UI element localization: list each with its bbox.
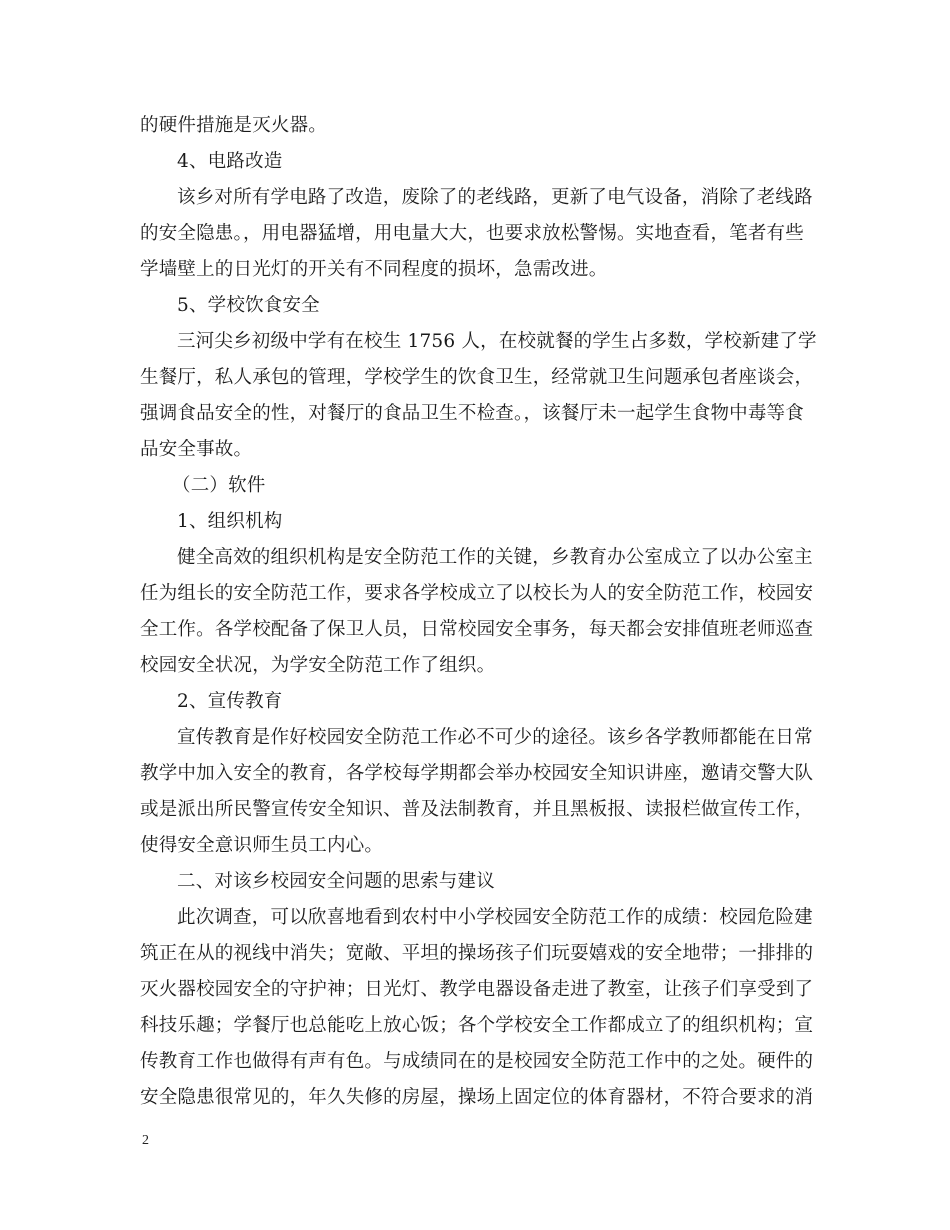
text-line: 此次调查，可以欣喜地看到农村中小学校园安全防范工作的成绩：校园危险建 [177,907,813,928]
section-heading: 1、组织机构 [177,511,283,532]
text-line: 教学中加入安全的教育，各学校每学期都会举办校园安全知识讲座，邀请交警大队 [140,763,814,784]
text-line: 宣传教育是作好校园安全防范工作必不可少的途径。该乡各学教师都能在日常 [177,727,813,748]
text-line: 品安全事故。 [140,439,253,460]
section-heading: 2、宣传教育 [177,691,283,712]
page-number: 2 [142,1133,149,1148]
section-heading: 4、电路改造 [177,151,283,172]
text-line: 传教育工作也做得有声有色。与成绩同在的是校园安全防范工作中的之处。硬件的 [140,1051,814,1072]
text-line: 校园安全状况，为学安全防范工作了组织。 [140,655,496,676]
section-heading: 5、学校饮食安全 [177,295,320,316]
text-line: 全工作。各学校配备了保卫人员，日常校园安全事务，每天都会安排值班老师巡查 [140,619,814,640]
text-line: 强调食品安全的性，对餐厅的食品卫生不检查。，该餐厅未一起学生食物中毒等食 [140,403,804,424]
text-line: 的硬件措施是灭火器。 [140,115,328,136]
text-line: 学墙壁上的日光灯的开关有不同程度的损坏，急需改进。 [140,259,608,280]
text-line: 三河尖乡初级中学有在校生 1756 人，在校就餐的学生占多数，学校新建了学 [177,331,817,352]
text-line: 使得安全意识师生员工内心。 [140,835,384,856]
text-line: 科技乐趣；学餐厅也总能吃上放心饭；各个学校安全工作都成立了的组织机构；宣 [140,1015,814,1036]
text-line: 生餐厅，私人承包的管理，学校学生的饮食卫生，经常就卫生问题承包者座谈会， [140,367,814,388]
text-line: 筑正在从的视线中消失；宽敞、平坦的操场孩子们玩耍嬉戏的安全地带；一排排的 [140,943,814,964]
text-line: 该乡对所有学电路了改造，废除了的老线路，更新了电气设备，消除了老线路 [177,187,813,208]
text-line: 任为组长的安全防范工作，要求各学校成立了以校长为人的安全防范工作，校园安 [140,583,814,604]
text-line: 灭火器校园安全的守护神；日光灯、教学电器设备走进了教室，让孩子们享受到了 [140,979,814,1000]
text-line: 安全隐患很常见的，年久失修的房屋，操场上固定位的体育器材，不符合要求的消 [140,1087,814,1108]
document-body [140,108,817,1116]
text-line: 的安全隐患。，用电器猛增，用电量大大，也要求放松警惕。实地查看，笔者有些 [140,223,804,244]
section-heading: （二）软件 [172,475,266,496]
text-line: 或是派出所民警宣传安全知识、普及法制教育，并且黑板报、读报栏做宣传工作， [140,799,814,820]
section-heading: 二、对该乡校园安全问题的思索与建议 [177,871,495,892]
text-line: 健全高效的组织机构是安全防范工作的关键，乡教育办公室成立了以办公室主 [177,547,813,568]
